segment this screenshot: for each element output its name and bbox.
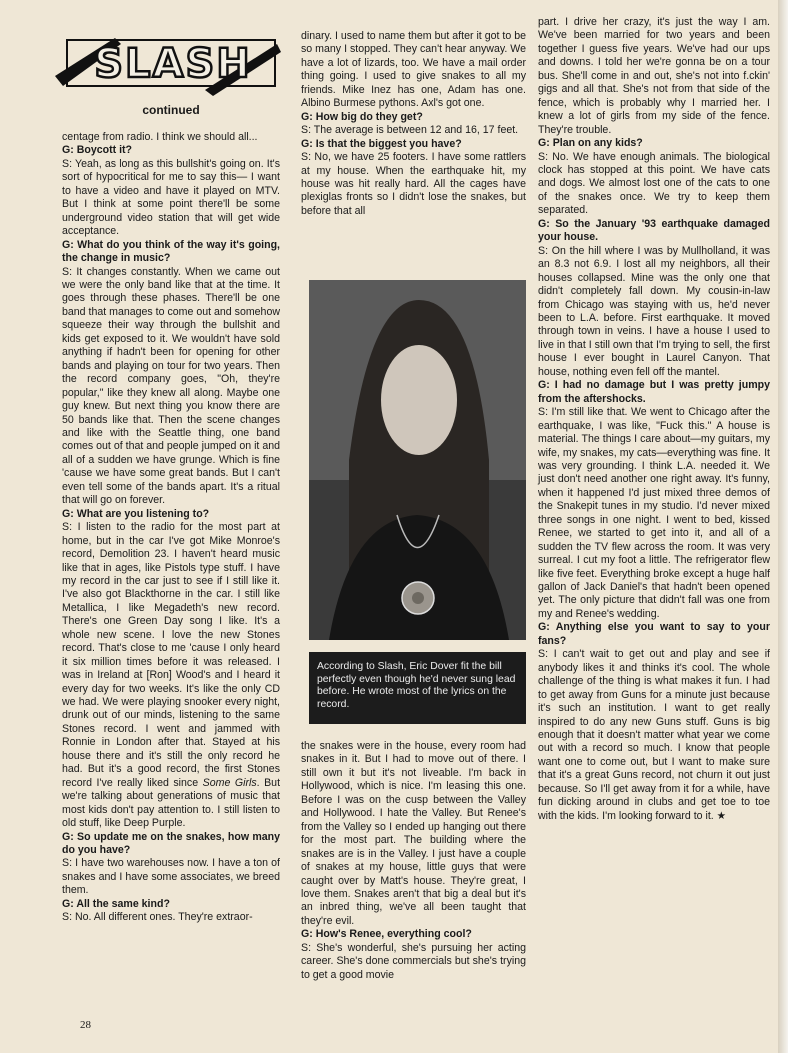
paragraph — [62, 521, 280, 830]
paragraph-text: S: I listen to the radio for the most part at home, but in the car I've got Mike Monroe's record, Demolition 23. I haven't heard music like that in ages, like Pistols type stuff. I have my record in the car just to see if I still like it. I've also got Blackthorne in the car. I still like Metallica, I like Megadeth's new record. There's one Green Day song I like. It's a whole new scene. I love the new Stones record. That's close to me 'cause I only heard it six million times before it was released. I was in Ireland at [Ron] Wood's and I heard it every day for two weeks. It's like the only CD we had. We were playing snooker every night, drunk out of our minds, listening to the same Stones record. I went and jammed with Ronnie in London after that. Stayed at his house there and it's still the only record he had. But it's a good record, the first Stones record I've really liked since — [62, 521, 280, 789]
paragraph: S: I'm still like that. We went to Chicago after the earthquake, I was like, "Fuck this." A house is material. The things I care about—my guitars, my wife, my snakes, my cats—everything was fine. It was very grounding. I think L.A. needed it. We just don't need another one right away. It's funny, when it happened I'd just mixed three demos of the Snakepit tunes in my studio. I'd never mixed three songs in one night. I went to bed, kissed Renee, we started to get into it, and all of a sudden the TV flew across the room. It was very surreal. I cut my foot a little. The refrigerator flew like five feet. Everything broke except a huge half gallon of Jack Daniel's that hadn't been opened yet. The only picture that didn't fall was one from my and Renee's wedding. — [538, 406, 770, 620]
paragraph: S: She's wonderful, she's pursuing her acting career. She's done commercials but she's trying to get a good movie — [301, 941, 526, 981]
question: G: Plan on any kids? — [538, 137, 643, 150]
article-column-2-top — [301, 30, 526, 218]
question: G: I had no damage but I was pretty jumpy from the aftershocks. — [538, 379, 770, 405]
question: G: Boycott it? — [62, 144, 133, 157]
slash-logo-graphic — [55, 30, 285, 98]
article-column-3 — [538, 16, 770, 823]
paragraph: S: The average is between 12 and 16, 17 feet. — [301, 124, 519, 137]
question: G: So update me on the snakes, how many do you have? — [62, 830, 280, 857]
paragraph-text: . But we're talking about generations of music that most kids don't pay attention to. I still listen to old stuff, like Deep Purple. — [62, 776, 281, 830]
question: G: How big do they get? — [301, 110, 423, 123]
paragraph: S: No, we have 25 footers. I have some rattlers at my house. When the earthquake hit, my house was hit really hard. All the cages have plexiglas fronts so I didn't lose the snakes, but before that all — [301, 151, 526, 217]
album-title: Some Girls — [202, 776, 257, 789]
question: G: How's Renee, everything cool? — [301, 928, 472, 941]
question: G: All the same kind? — [62, 897, 170, 910]
paragraph: S: Yeah, as long as this bullshit's going on. It's sort of hypocritical for me to say this— I want to have a video and have it played on MTV. But I think at some point there'll be some underground video station that will get wide acceptance. — [62, 157, 280, 238]
logo-wordmark: SLASH — [94, 41, 252, 87]
portrait-photo — [309, 280, 526, 640]
paragraph: S: No. We have enough animals. The biological clock has stopped at this point. We have cats and dogs. We almost lost one of the cats to one of the snakes once. We try to keep them separated. — [538, 150, 770, 217]
question: G: Anything else you want to say to your fans? — [538, 621, 770, 647]
question: G: Is that the biggest you have? — [301, 137, 462, 150]
photo-caption: According to Slash, Eric Dover fit the bill perfectly even though he'd never sung lead before. He wrote most of the lyrics on the record. — [309, 652, 526, 724]
slash-logo — [55, 30, 285, 98]
page-number: 28 — [80, 1019, 91, 1031]
paragraph: S: I have two warehouses now. I have a ton of snakes and I have some associates, we breed them. — [62, 857, 280, 897]
portrait-illustration — [309, 280, 526, 640]
paragraph: S: On the hill where I was by Mullholland, it was an 8.3 not 6.9. I lost all my neighbors, all their houses collapsed. Mine was the only one that didn't completely fall down. My cousin-in-law from Chicago was staying with us, he'd never been to L.A. before. First earthquake. It moved through town in veins. I have a house I used to live in that I still own that I'm trying to sell, the first house I ever bought in Laurel Canyon. That house, nothing even fell off the mantel. — [538, 244, 770, 378]
paragraph: S: It changes constantly. When we came out we were the only band like that at the time. It goes through these phases. There'll be one band that manages to come out and somehow squeeze their way through the bullshit and kids get exposed to it. We wouldn't have sold anything if hadn't been for opening for other bands and playing on tour for two years. Then the record company goes, "Oh, they're popular," like they knew all along. Maybe one guy knew. But next thing you know there are 50 bands like that. Then the scene changes and like with the Seattle thing, one band comes out of that and people jumped on it and all of a sudden we have grunge. Which is fine 'cause we have some great bands. But I can't even tell some of the bands apart. It's a ritual that will go on forever. — [62, 265, 280, 507]
continued-label: continued — [142, 103, 200, 117]
question: G: What are you listening to? — [62, 507, 210, 520]
paragraph: S: No. All different ones. They're extraor- — [62, 911, 253, 924]
question: G: What do you think of the way it's going, the change in music? — [62, 238, 280, 265]
paragraph: S: I can't wait to get out and play and see if anybody likes it and thinks it's cool. The whole challenge of the thing is what makes it fun. I had to get away from Guns for a minute just because it's such an institution. I want to get really inspired to do any new Guns stuff. Guns is big enough that it doesn't matter what year we come out with a record so much. I know that people want one to come out, but I want to make sure that it's a great Guns record, not churn it out just because. So I'll get away from it for a while, have fun dicking around in clubs and get toe to toe with the kids. I'm looking forward to it. ★ — [538, 648, 770, 822]
page-edge-shadow — [778, 0, 788, 1053]
article-column-1 — [62, 131, 280, 925]
question: G: So the January '93 earthquake damaged your house. — [538, 217, 770, 244]
paragraph: the snakes were in the house, every room had snakes in it. But I had to move out of there. I still own it but it's not liveable. I'm back in Hollywood, which is nice. I'm leasing this one. Before I was on the cusp between the Valley and Hollywood. I hate the Valley. But Renee's from the Valley so I ended up hanging out there for the most part. The building where the snakes are is in the Valley. I just have a couple of snakes at my house, little guys that were caught over by Matt's house. They're great, I love them. Snakes aren't that big a deal but it's an inbred thing, we've all been taught that they're evil. — [301, 740, 526, 927]
paragraph: dinary. I used to name them but after it got to be so many I stopped. They can't hear anyway. We have a lot of lizards, too. We have a mail order thing going. I used to give snakes to all my friends. Mike Inez has one, Adam has one. Albino Burmese pythons. Axl's got one. — [301, 30, 526, 110]
article-column-2-bottom — [301, 740, 526, 982]
paragraph: centage from radio. I think we should all... — [62, 131, 258, 143]
paragraph: part. I drive her crazy, it's just the way I am. We've been married for two years and been together I guess five years. We've had our ups and downs. I told her we're gonna be on a tour bus. She'll come in and out, she's not into f.ckin' gigs and all that. She's not from that side of the fence, which is probably why I married her. I knew a lot of girls from my side of the fence. They're trouble. — [538, 16, 770, 136]
